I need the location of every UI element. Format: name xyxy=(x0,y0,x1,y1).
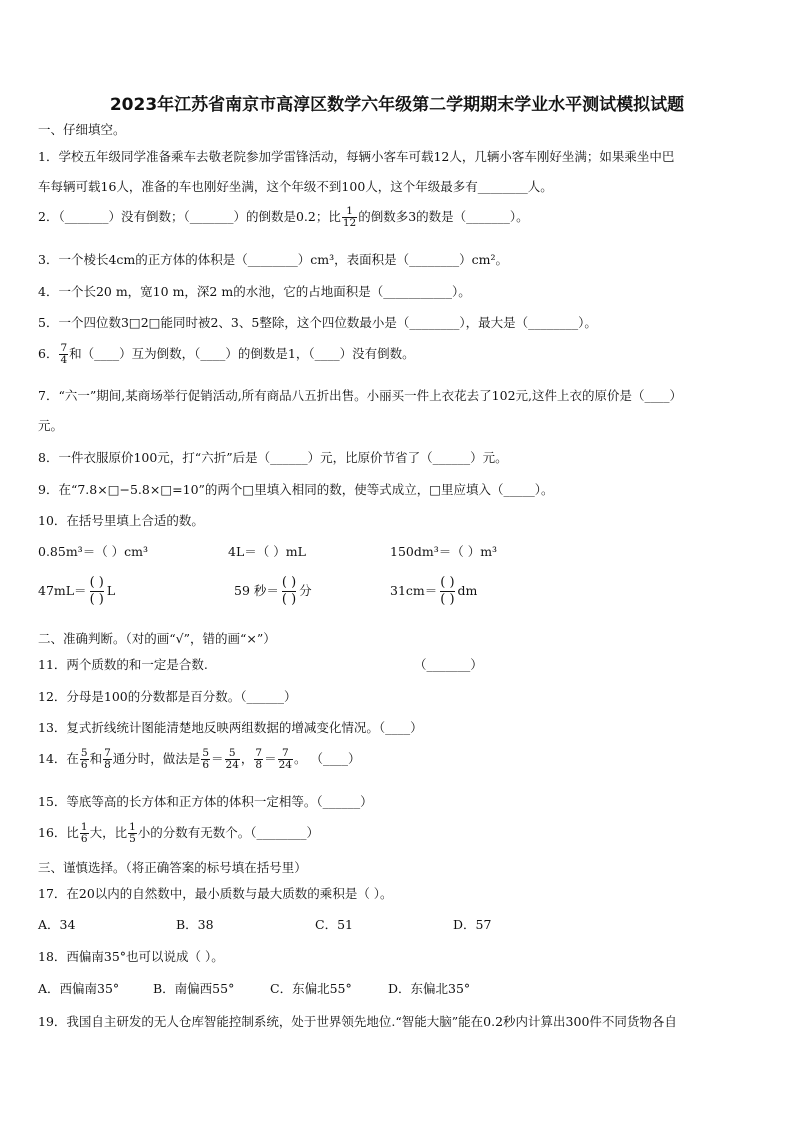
conversion-label: 47mL＝ xyxy=(38,583,87,598)
question-2-text-b: 的倒数多3的数是（_______）。 xyxy=(358,209,529,224)
fraction xyxy=(254,748,263,771)
q14-text: ， xyxy=(240,751,254,766)
q14-text: 通分时，做法是 xyxy=(112,751,201,766)
question-7-line-2: 元。 xyxy=(38,418,64,433)
question-10-intro: 10．在括号里填上合适的数。 xyxy=(38,513,204,528)
fraction-numerator: 1 xyxy=(129,821,136,833)
blank-fraction xyxy=(440,575,454,608)
blank-numerator: ( ) xyxy=(440,575,455,590)
q14-text: 。 （____） xyxy=(293,751,361,766)
question-2-text-a: 2．（_______）没有倒数；（_______）的倒数是0.2；比 xyxy=(38,209,341,224)
conversion-label: 31cm＝ xyxy=(390,583,438,598)
question-16 xyxy=(38,822,766,845)
fraction-denominator: 4 xyxy=(60,354,68,366)
q14-text: ＝ xyxy=(211,751,224,766)
q14-text: 14．在 xyxy=(38,751,79,766)
question-6 xyxy=(38,343,766,366)
blank-numerator: ( ) xyxy=(89,575,104,590)
blank-fraction xyxy=(282,575,296,608)
fraction-denominator: 12 xyxy=(342,217,357,229)
question-8: 8．一件衣服原价100元，打“六折”后是（______）元，比原价节省了（______）元。 xyxy=(38,450,508,465)
question-10-row-1-b: 4L＝（ ）mL xyxy=(228,544,306,559)
fraction xyxy=(225,748,240,771)
conversion-unit: dm xyxy=(457,583,478,598)
fraction-numerator: 7 xyxy=(60,342,68,354)
question-14 xyxy=(38,748,766,771)
fraction-denominator: 6 xyxy=(202,759,209,771)
fraction xyxy=(128,822,137,845)
fraction xyxy=(201,748,210,771)
q16-text: 大，比 xyxy=(89,825,128,840)
section-1-heading: 一、仔细填空。 xyxy=(38,122,126,137)
question-10-row-1-c: 150dm³＝（ ）m³ xyxy=(390,544,498,559)
question-18-stem: 18．西偏南35°也可以说成（ ）。 xyxy=(38,949,224,964)
q14-text: ＝ xyxy=(264,751,277,766)
fraction-1-12 xyxy=(342,206,357,229)
question-18-option-b: B．南偏西55° xyxy=(153,981,235,996)
fraction-7-4 xyxy=(59,343,68,366)
fraction-denominator: 5 xyxy=(129,833,136,845)
question-17-option-b: B．38 xyxy=(176,917,214,932)
question-17-option-d: D．57 xyxy=(453,917,492,932)
fraction-numerator: 1 xyxy=(80,821,88,833)
question-19: 19．我国自主研发的无人仓库智能控制系统，处于世界领先地位.“智能大脑”能在0.2秒内计算出300件不同货物各自 xyxy=(38,1014,677,1029)
question-18-option-d: D．东偏北35° xyxy=(388,981,471,996)
question-13: 13．复式折线统计图能清楚地反映两组数据的增减变化情况。（____） xyxy=(38,720,423,735)
fraction-numerator: 5 xyxy=(202,747,209,759)
blank-denominator: ( ) xyxy=(440,592,455,607)
fraction xyxy=(80,822,89,845)
question-5: 5．一个四位数3□2□能同时被2、3、5整除，这个四位数最小是（________），最大是（________）。 xyxy=(38,315,597,330)
blank-fraction xyxy=(90,575,104,608)
fraction-numerator: 7 xyxy=(255,747,263,759)
question-1-line-1: 1．学校五年级同学准备乘车去敬老院参加学雷锋活动，每辆小客车可载12人，几辆小客车刚好坐满；如果乘坐中巴 xyxy=(38,149,675,164)
fraction-numerator: 5 xyxy=(80,747,88,759)
conversion-label: 59 秒＝ xyxy=(234,583,279,598)
fraction-numerator: 7 xyxy=(278,748,293,760)
fraction xyxy=(80,748,89,771)
question-6-text-a: 6． xyxy=(38,346,59,361)
fraction-denominator: 8 xyxy=(104,759,111,771)
question-11-text: 11．两个质数的和一定是合数. xyxy=(38,657,208,672)
question-18-option-c: C．东偏北55° xyxy=(270,981,352,996)
question-17-stem: 17．在20以内的自然数中，最小质数与最大质数的乘积是（ ）。 xyxy=(38,886,393,901)
fraction-numerator: 1 xyxy=(342,206,357,218)
question-17-option-a: A．34 xyxy=(38,917,76,932)
question-1-line-2: 车每辆可载16人，准备的车也刚好坐满，这个年级不到100人，这个年级最多有________人。 xyxy=(38,179,553,194)
question-3: 3．一个棱长4cm的正方体的体积是（________）cm³，表面积是（________）cm²。 xyxy=(38,252,508,267)
blank-denominator: ( ) xyxy=(89,592,104,607)
question-10-row-2-c xyxy=(390,575,766,608)
question-4: 4．一个长20 m，宽10 m，深2 m的水池，它的占地面积是（___________）。 xyxy=(38,284,471,299)
question-18-option-a: A．西偏南35° xyxy=(38,981,120,996)
fraction-denominator: 6 xyxy=(80,759,88,771)
exam-title: 2023年江苏省南京市高淳区数学六年级第二学期期末学业水平测试模拟试题 xyxy=(109,95,685,115)
q14-text: 和 xyxy=(89,751,103,766)
question-9: 9．在“7.8×□−5.8×□=10”的两个□里填入相同的数，使等式成立，□里应填入（_____）。 xyxy=(38,482,554,497)
fraction-numerator: 5 xyxy=(225,748,240,760)
question-7-line-1: 7．“六一”期间,某商场举行促销活动,所有商品八五折出售。小丽买一件上衣花去了102元,这件上衣的原价是（____） xyxy=(38,388,683,403)
q16-text: 16．比 xyxy=(38,825,79,840)
fraction-denominator: 24 xyxy=(225,759,239,771)
fraction xyxy=(103,748,112,771)
blank-numerator: ( ) xyxy=(281,575,297,590)
blank-denominator: ( ) xyxy=(281,592,297,607)
fraction-denominator: 24 xyxy=(278,759,292,771)
question-12: 12．分母是100的分数都是百分数。（______） xyxy=(38,689,297,704)
fraction-denominator: 6 xyxy=(80,833,88,845)
q16-text: 小的分数有无数个。（________） xyxy=(137,825,320,840)
section-3-heading: 三、谨慎选择。（将正确答案的标号填在括号里） xyxy=(38,860,307,875)
conversion-unit: 分 xyxy=(299,583,312,598)
question-17-option-c: C．51 xyxy=(315,917,353,932)
section-2-heading: 二、准确判断。（对的画“√”，错的画“×”） xyxy=(38,631,276,646)
question-15: 15．等底等高的长方体和正方体的体积一定相等。（______） xyxy=(38,794,373,809)
fraction-denominator: 8 xyxy=(255,759,263,771)
fraction xyxy=(278,748,293,771)
question-6-text-b: 和（____）互为倒数，（____）的倒数是1，（____）没有倒数。 xyxy=(69,346,415,361)
question-11-answer: （_______） xyxy=(414,657,483,672)
fraction-numerator: 7 xyxy=(104,747,111,759)
question-10-row-1-a: 0.85m³＝（ ）cm³ xyxy=(38,544,149,559)
question-2 xyxy=(38,206,766,229)
conversion-unit: L xyxy=(106,583,116,598)
